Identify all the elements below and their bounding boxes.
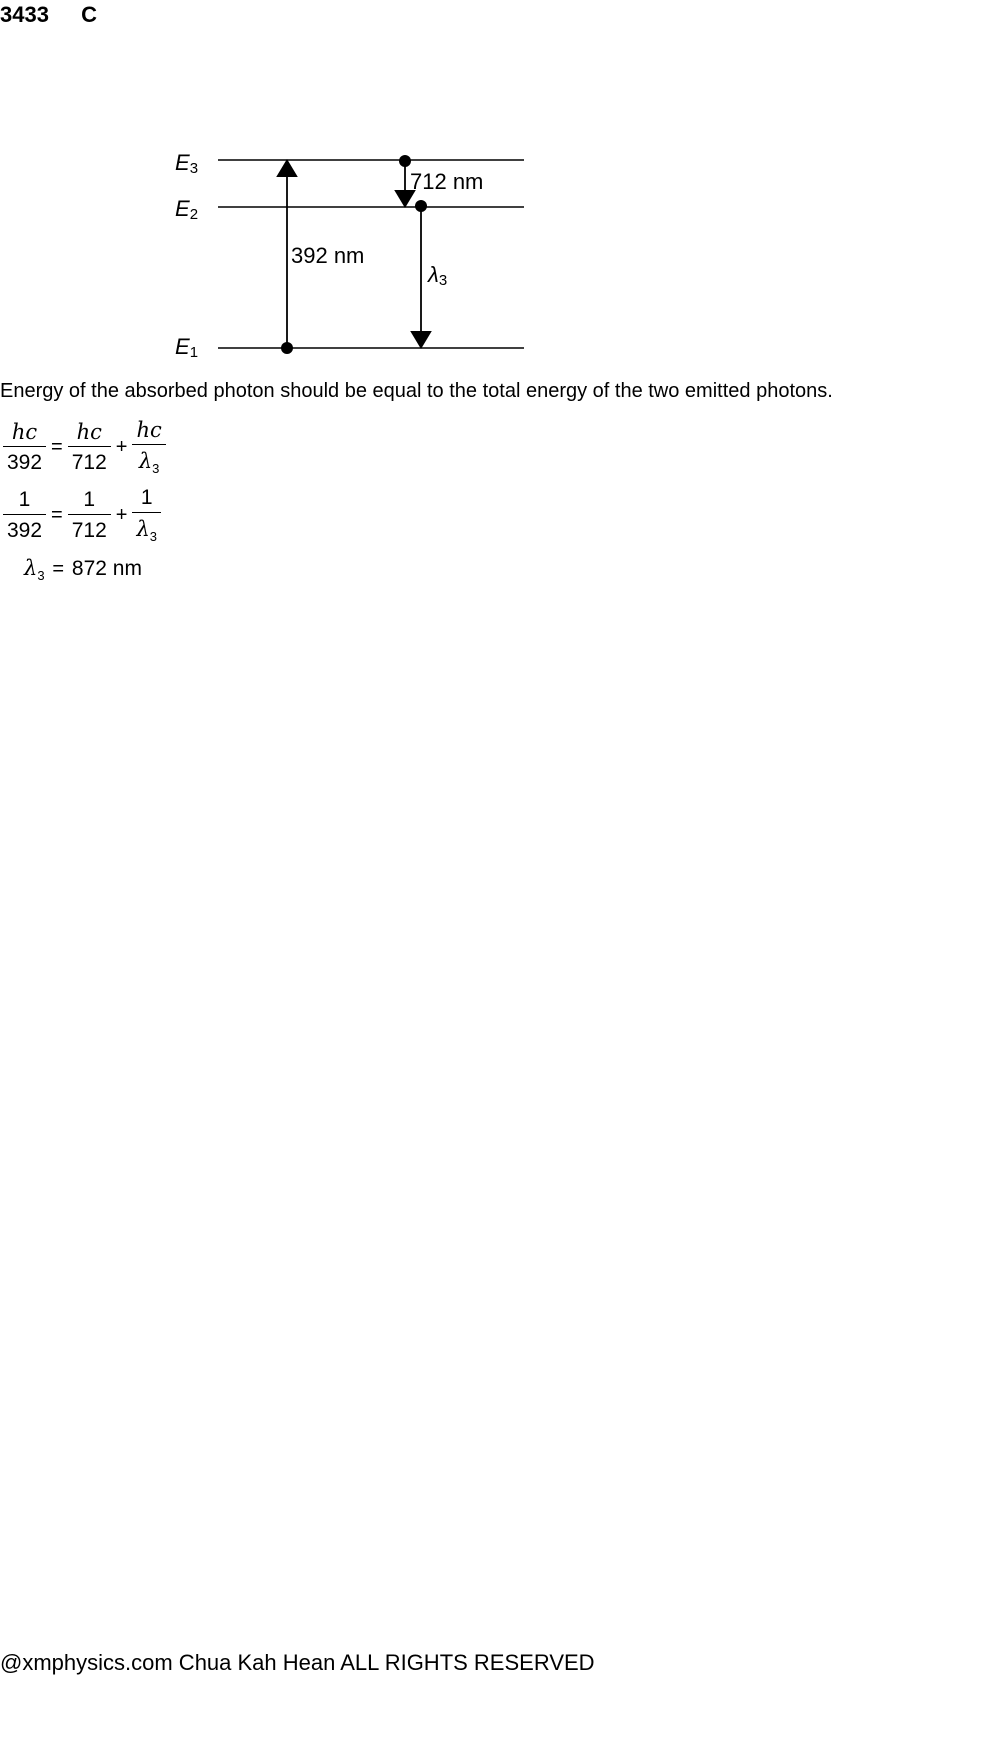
energy-level-diagram: [0, 0, 1001, 380]
explanation-text: Energy of the absorbed photon should be equal to the total energy of the two emitted photons.: [0, 380, 833, 402]
emission1-label: 712 nm: [410, 169, 484, 194]
eq1-term2-fraction: $\frac{hc}{\lambda_3}$: [132, 418, 165, 476]
emission2-label: λ3: [428, 262, 448, 289]
eq2-term1-fraction: $\frac{1}{712}$: [68, 488, 111, 543]
eq2-lhs-fraction: $\frac{1}{392}$: [3, 488, 46, 543]
question-number: 3433: [0, 2, 49, 27]
copyright-footer: @xmphysics.com Chua Kah Hean ALL RIGHTS RESERVED: [0, 1650, 595, 1675]
result-value: 872 nm: [71, 557, 142, 580]
absorption-label: 392 nm: [291, 243, 365, 268]
equation-3-result: $\lambda_3 = 872$ nm: [24, 556, 142, 583]
equation-2: $\frac{1}{392}$ = $\frac{1}{712}$ + $\frac{1}{\lambda_3}$: [0, 486, 164, 544]
eq2-term2-fraction: $\frac{1}{\lambda_3}$: [132, 486, 161, 544]
equation-1: $\frac{hc}{392}$ = $\frac{hc}{712}$ + $\frac{hc}{\lambda_3}$: [0, 418, 169, 476]
answer-letter: C: [81, 2, 97, 27]
eq1-lhs-fraction: $\frac{hc}{392}$: [3, 420, 46, 475]
level-label-e3: E3: [175, 150, 199, 177]
eq1-term1-fraction: $\frac{hc}{712}$: [68, 420, 111, 475]
level-label-e2: E2: [175, 196, 199, 223]
level-label-e1: E1: [175, 334, 199, 361]
